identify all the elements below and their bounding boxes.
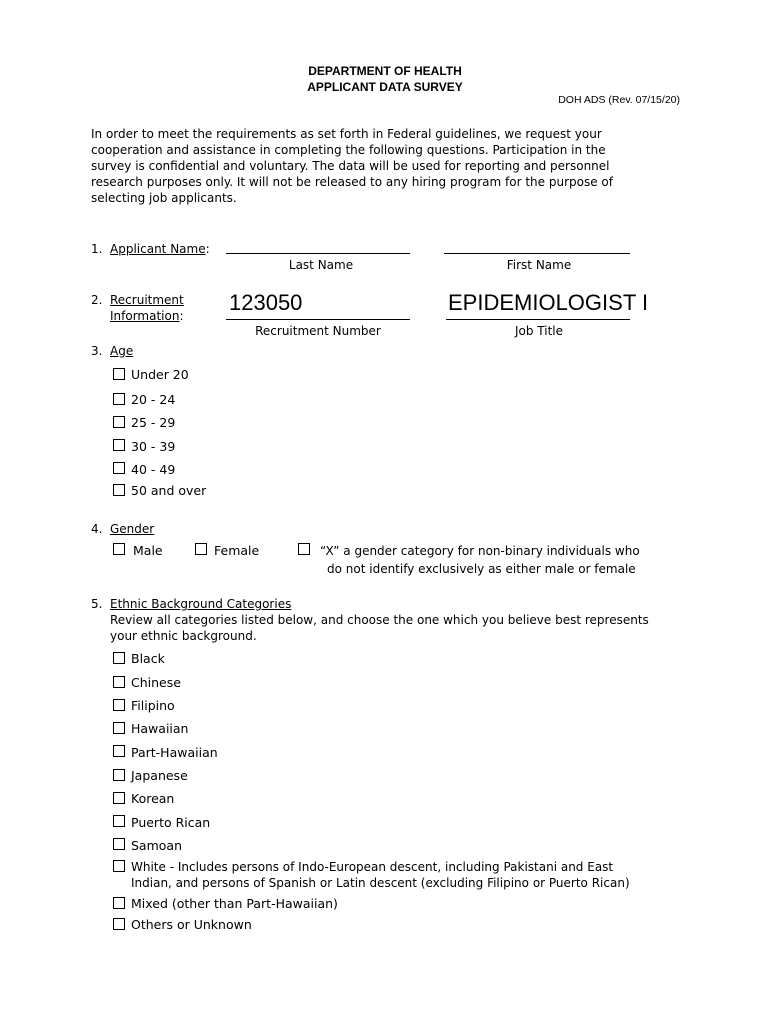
intro-line: cooperation and assistance in completing the following questions. Participation in the (91, 143, 606, 157)
first-name-field[interactable] (444, 253, 630, 254)
ethnic-option-label: Hawaiian (131, 721, 189, 736)
ethnic-checkbox[interactable] (113, 676, 125, 688)
gender-x-label-line2: do not identify exclusively as either male or female (327, 562, 636, 576)
q4-number: 4. (91, 522, 103, 536)
gender-female-label: Female (214, 543, 260, 558)
age-checkbox[interactable] (113, 484, 125, 496)
age-option-label: 40 - 49 (131, 462, 176, 477)
ethnic-checkbox[interactable] (113, 815, 125, 827)
gender-male-checkbox[interactable] (113, 543, 125, 555)
intro-line: selecting job applicants. (91, 191, 237, 205)
ethnic-option-label: Puerto Rican (131, 815, 211, 830)
age-option-label: 20 - 24 (131, 392, 176, 407)
last-name-caption: Last Name (288, 258, 354, 272)
ethnic-white-checkbox[interactable] (113, 860, 125, 872)
last-name-field[interactable] (226, 253, 410, 254)
age-checkbox[interactable] (113, 368, 125, 380)
q2-label-line2-group (110, 308, 184, 324)
department-title: DEPARTMENT OF HEALTH (308, 64, 462, 78)
job-title-field[interactable] (446, 319, 630, 320)
form-revision: DOH ADS (Rev. 07/15/20) (558, 94, 680, 106)
ethnic-option-label: Filipino (131, 698, 175, 713)
q2-colon: : (179, 309, 184, 323)
ethnic-others-checkbox[interactable] (113, 918, 125, 930)
ethnic-checkbox[interactable] (113, 838, 125, 850)
survey-title: APPLICANT DATA SURVEY (307, 80, 463, 94)
recruitment-number-value: 123050 (229, 290, 303, 315)
job-title-value: EPIDEMIOLOGIST I (448, 290, 649, 315)
q3-label: Age (110, 344, 134, 358)
age-option-label: 25 - 29 (131, 415, 176, 430)
ethnic-option-label: Black (131, 651, 165, 666)
ethnic-white-label-line2: Indian, and persons of Spanish or Latin descent (excluding Filipino or Puerto Rican) (131, 876, 630, 890)
age-checkbox[interactable] (113, 416, 125, 428)
intro-line: research purposes only. It will not be released to any hiring program for the purpose of (91, 175, 613, 189)
age-option-label: Under 20 (131, 367, 189, 382)
first-name-caption: First Name (506, 258, 572, 272)
age-option-label: 50 and over (131, 483, 207, 498)
q3-number: 3. (91, 344, 103, 358)
ethnic-checkbox[interactable] (113, 652, 125, 664)
age-checkbox[interactable] (113, 462, 125, 474)
ethnic-checkbox[interactable] (113, 699, 125, 711)
age-option-label: 30 - 39 (131, 439, 176, 454)
q5-description-line1: Review all categories listed below, and choose the one which you believe best represents (110, 613, 649, 627)
q5-number: 5. (91, 597, 103, 611)
gender-x-checkbox[interactable] (298, 543, 310, 555)
q1-label-group (110, 241, 210, 257)
age-checkbox[interactable] (113, 393, 125, 405)
intro-line: survey is confidential and voluntary. The data will be used for reporting and personnel (91, 159, 610, 173)
ethnic-option-label: Korean (131, 791, 175, 806)
ethnic-option-label: Samoan (131, 838, 183, 853)
q2-number: 2. (91, 293, 103, 307)
ethnic-checkbox[interactable] (113, 792, 125, 804)
q1-colon: : (205, 242, 210, 256)
recruitment-number-field[interactable] (226, 319, 410, 320)
intro-line: In order to meet the requirements as set forth in Federal guidelines, we request your (91, 127, 602, 141)
ethnic-option-label: Chinese (131, 675, 181, 690)
ethnic-white-label-line1: White - Includes persons of Indo-European descent, including Pakistani and East (131, 860, 614, 874)
q4-label: Gender (110, 522, 155, 536)
q1-label: Applicant Name (110, 242, 206, 256)
recruitment-number-caption: Recruitment Number (255, 324, 381, 338)
ethnic-option-label: Part-Hawaiian (131, 745, 218, 760)
gender-female-checkbox[interactable] (195, 543, 207, 555)
gender-x-label-line1: “X” a gender category for non-binary individuals who (320, 544, 640, 558)
ethnic-checkbox[interactable] (113, 769, 125, 781)
q2-label-line1: Recruitment (110, 293, 184, 307)
ethnic-others-label: Others or Unknown (131, 917, 252, 932)
job-title-caption: Job Title (514, 324, 564, 338)
ethnic-checkbox[interactable] (113, 745, 125, 757)
q2-label-line2: Information (110, 309, 180, 323)
q5-description-line2: your ethnic background. (110, 629, 257, 643)
ethnic-checkbox[interactable] (113, 722, 125, 734)
q1-number: 1. (91, 242, 103, 256)
age-checkbox[interactable] (113, 439, 125, 451)
intro-paragraph (91, 126, 691, 206)
ethnic-mixed-label: Mixed (other than Part-Hawaiian) (131, 896, 338, 911)
gender-male-label: Male (133, 543, 163, 558)
ethnic-option-label: Japanese (131, 768, 188, 783)
ethnic-mixed-checkbox[interactable] (113, 897, 125, 909)
q5-label: Ethnic Background Categories (110, 597, 292, 611)
